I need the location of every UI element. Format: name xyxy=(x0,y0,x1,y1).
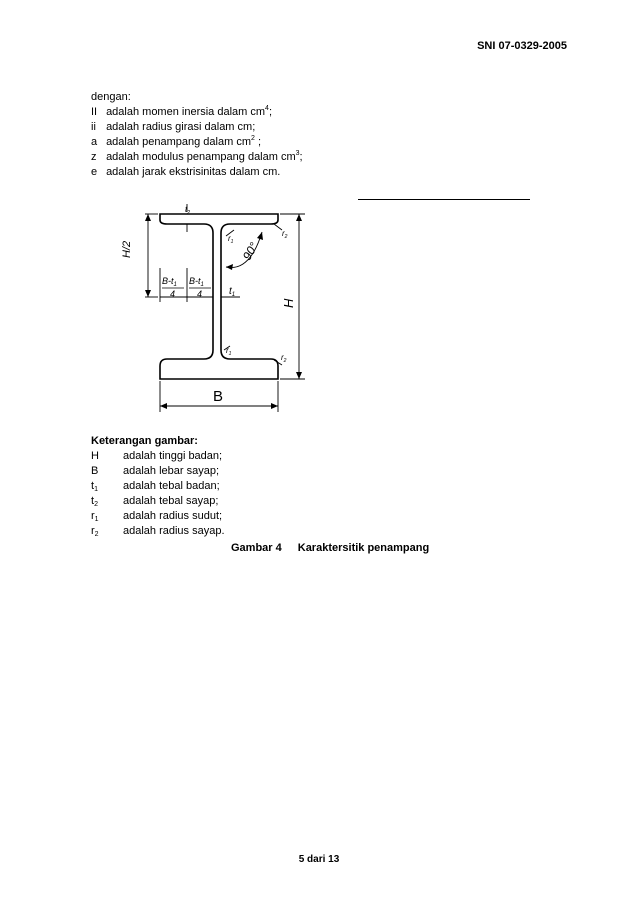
figure-notes xyxy=(91,434,225,539)
page-number: 5 dari 13 xyxy=(298,854,340,865)
bt-label-left: $B-t_1$ xyxy=(162,276,177,288)
caption-number: Gambar 4 xyxy=(231,542,282,554)
angle-label: 90° xyxy=(239,239,262,263)
bt-label-right: $B-t_1$ xyxy=(189,276,204,288)
horizontal-rule xyxy=(358,199,530,200)
t2-label: $t_2$ xyxy=(185,205,191,216)
bt-denominator-left: 4 xyxy=(170,289,176,299)
definition-row: II adalah momen inersia dalam $cm^4$; xyxy=(91,105,272,118)
notes-title: Keterangan gambar: xyxy=(91,435,198,447)
h-label: H xyxy=(281,298,296,308)
r1-label-bottom: $r_1$ xyxy=(226,346,232,357)
document-code: SNI 07-0329-2005 xyxy=(477,40,567,52)
i-beam-figure xyxy=(100,200,320,420)
note-row: B adalah lebar sayap; xyxy=(91,465,220,477)
definitions-block xyxy=(91,90,303,180)
note-row: $r_2$ adalah radius sayap. xyxy=(91,525,225,538)
r2-label-bottom: $r_2$ xyxy=(281,353,287,364)
figure-caption xyxy=(231,542,429,554)
note-row: $r_1$ adalah radius sudut; xyxy=(91,510,223,523)
bt-denominator-right: 4 xyxy=(197,289,203,299)
definition-row: ii adalah radius girasi dalam cm; xyxy=(91,121,256,133)
r1-label-top: $r_1$ xyxy=(228,234,234,245)
intro-text: dengan: xyxy=(91,91,131,103)
t1-label: $t_1$ xyxy=(229,286,236,298)
b-label: B xyxy=(213,388,224,405)
caption-title: Karaktersitik penampang xyxy=(297,542,430,554)
definition-row: z adalah modulus penampang dalam $cm^3$; xyxy=(91,150,303,163)
definition-row: a adalah penampang dalam $cm^2$ ; xyxy=(91,135,262,148)
note-row: $t_1$ adalah tebal badan; xyxy=(91,480,220,493)
note-row: $t_2$ adalah tebal sayap; xyxy=(91,495,219,508)
note-row: H adalah tinggi badan; xyxy=(91,450,223,462)
half-h-label: H/2 xyxy=(121,240,133,258)
definition-row: e adalah jarak ekstrisinitas dalam cm. xyxy=(91,166,281,178)
r2-label-top: $r_2$ xyxy=(282,229,288,240)
